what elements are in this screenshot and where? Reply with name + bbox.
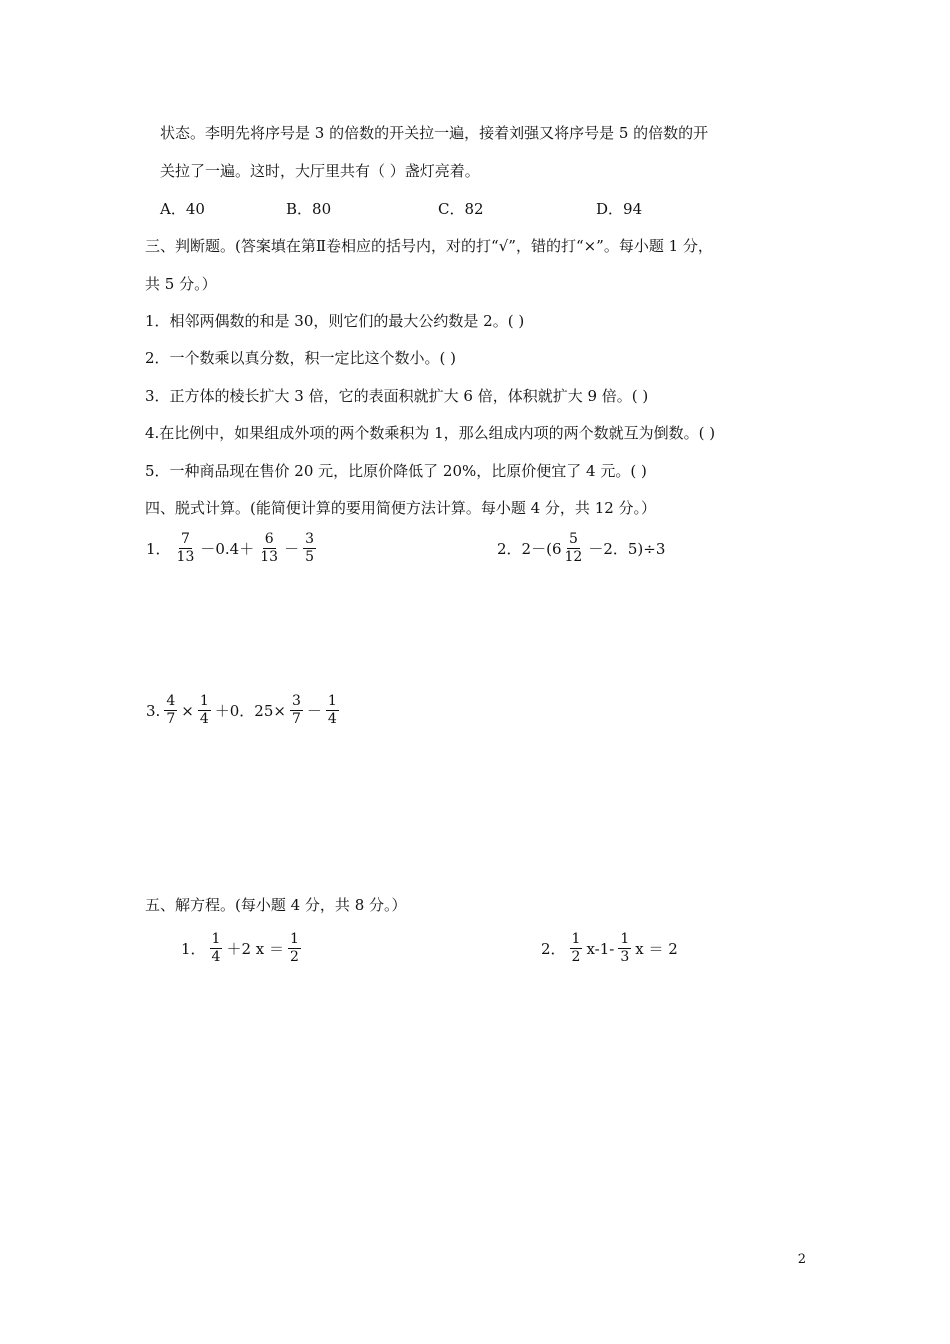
calc-problem-1 bbox=[145, 532, 319, 565]
page-number: 2 bbox=[797, 1252, 806, 1267]
calc3-op-2: ＋0．25× bbox=[214, 702, 286, 720]
calc3-fraction-3: $\frac{3}{7}$ bbox=[291, 693, 301, 727]
calc3-op-1: × bbox=[181, 701, 194, 720]
calc3-fraction-4: $\frac{1}{4}$ bbox=[327, 693, 337, 727]
calc2-rest: －2．5)÷3 bbox=[588, 540, 666, 558]
calc3-fraction-2: $\frac{1}{4}$ bbox=[199, 693, 209, 727]
eq2-fraction-1: $\frac{1}{2}$ bbox=[571, 931, 581, 965]
eq2-label: 2． bbox=[541, 940, 566, 958]
intro-line-1: 状态。李明先将序号是 3 的倍数的开关拉一遍，接着刘强又将序号是 5 的倍数的开 bbox=[160, 124, 709, 142]
eq1-label: 1． bbox=[181, 940, 206, 958]
judge-item-3: 3．正方体的棱长扩大 3 倍，它的表面积就扩大 6 倍，体积就扩大 9 倍。( ) bbox=[145, 387, 649, 405]
equation-2 bbox=[540, 932, 679, 965]
section3-heading-line2: 共 5 分。） bbox=[145, 275, 217, 293]
section3-heading-line1: 三、判断题。(答案填在第Ⅱ卷相应的括号内，对的打“√”，错的打“×”。每小题 1 分， bbox=[145, 237, 713, 255]
calc1-op-1: －0.4＋ bbox=[200, 540, 255, 558]
calc1-fraction-2: $\frac{6}{13}$ bbox=[260, 531, 279, 565]
calc3-fraction-1: $\frac{4}{7}$ bbox=[166, 693, 176, 727]
eq1-middle: ＋2 x ＝ bbox=[226, 940, 285, 958]
calc-problem-2 bbox=[496, 532, 666, 565]
calc3-op-3: － bbox=[306, 702, 322, 720]
calc1-fraction-3: $\frac{3}{5}$ bbox=[305, 531, 314, 565]
equation-1 bbox=[180, 932, 304, 965]
eq2-middle: x-1- bbox=[586, 939, 615, 958]
judge-item-5: 5．一种商品现在售价 20 元，比原价降低了 20%，比原价便宜了 4 元。( ) bbox=[145, 462, 647, 480]
option-c: C．82 bbox=[438, 200, 484, 218]
calc-problem-3 bbox=[145, 694, 342, 727]
eq1-fraction-1: $\frac{1}{4}$ bbox=[211, 931, 221, 965]
calc1-label: 1． bbox=[146, 540, 171, 558]
eq1-fraction-2: $\frac{1}{2}$ bbox=[290, 931, 299, 965]
section5-heading: 五、解方程。(每小题 4 分，共 8 分。） bbox=[145, 896, 407, 914]
calc2-fraction-1: $\frac{5}{12}$ bbox=[564, 531, 583, 565]
eq2-fraction-2: $\frac{1}{3}$ bbox=[620, 931, 630, 965]
judge-item-2: 2．一个数乘以真分数，积一定比这个数小。( ) bbox=[145, 349, 457, 367]
option-a: A．40 bbox=[160, 200, 205, 218]
intro-line-2: 关拉了一遍。这时，大厅里共有（ ）盏灯亮着。 bbox=[160, 162, 480, 180]
calc3-label: 3. bbox=[146, 701, 161, 720]
calc2-label: 2．2－(6 bbox=[497, 540, 562, 558]
eq2-end: x ＝ 2 bbox=[635, 940, 678, 958]
calc1-fraction-1: $\frac{7}{13}$ bbox=[176, 531, 195, 565]
option-d: D．94 bbox=[596, 200, 643, 218]
calc1-op-2: － bbox=[284, 540, 300, 558]
option-b: B．80 bbox=[286, 200, 332, 218]
judge-item-4: 4.在比例中，如果组成外项的两个数乘积为 1，那么组成内项的两个数就互为倒数。( ) bbox=[145, 424, 716, 442]
judge-item-1: 1．相邻两偶数的和是 30，则它们的最大公约数是 2。( ) bbox=[145, 312, 525, 330]
section4-heading: 四、脱式计算。(能简便计算的要用简便方法计算。每小题 4 分，共 12 分。） bbox=[145, 499, 657, 517]
